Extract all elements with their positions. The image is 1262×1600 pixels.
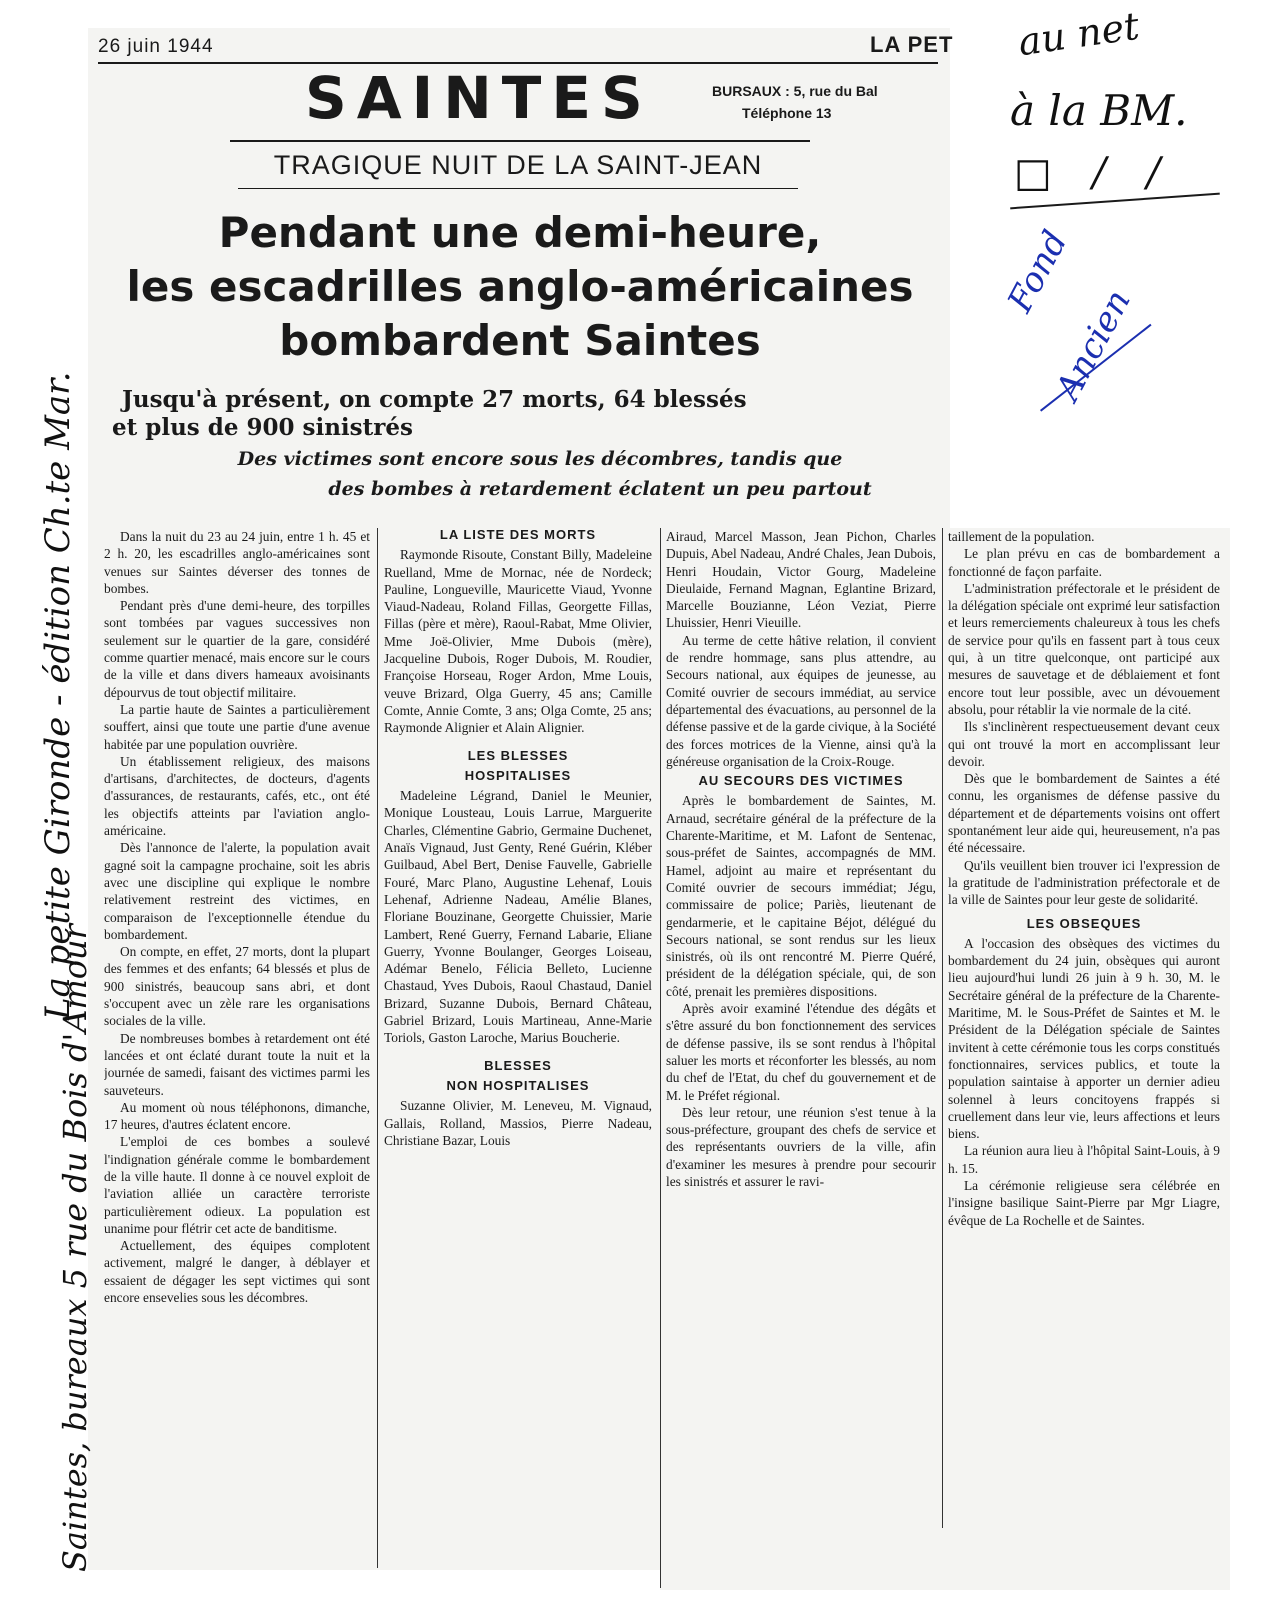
paragraph: Après avoir examiné l'étendue des dégâts et s'être assuré du bon fonctionnement des services de défense passive, ils se sont rendus à l'hôpital saluer les morts et réconforter les blessés, au nom du chef de l'Etat, du chef du gouvernement et de M. le Préfet régional. — [666, 1001, 936, 1103]
paragraph: Après le bombardement de Saintes, M. Arnaud, secrétaire général de la préfecture de la Charente-Maritime, et M. Lafont de Sentenac, sous-préfet de Saintes, accompagnés de MM. Hamel, adjoint au maire et représentant du Comité ouvrier de secours immédiat; Jégu, commissaire de police; Pariès, lieutenant de gendarmerie, et le capitaine Béjot, délégué du Secours national, se sont rendus sur les lieux sinistrés, où ils ont rencontré M. Pierre Quéré, président de la délégation spéciale, qui, de son côté, prenait les premières dispositions. — [666, 793, 936, 999]
bureaux-info — [712, 80, 878, 124]
kicker-rule — [238, 188, 798, 189]
paragraph: La cérémonie religieuse sera célébrée en l'insigne basilique Saint-Pierre par Mgr Liagre, évêque de La Rochelle et de Saintes. — [948, 1177, 1220, 1228]
deck — [200, 444, 880, 504]
handwritten-ancien: Ancien — [1048, 283, 1139, 407]
subheadline-line-1: Jusqu'à présent, on compte 27 morts, 64 blessés — [122, 386, 747, 413]
paragraph: Le plan prévu en cas de bombardement a fonctionné de façon parfaite. — [948, 546, 1220, 579]
handwritten-note-2: à la BM. — [1010, 86, 1188, 135]
paragraph: Airaud, Marcel Masson, Jean Pichon, Charles Dupuis, Abel Nadeau, André Chales, Jean Dubois, Henri Houdain, Victor Gourg, Madeleine Dieulaide, Fernand Magnan, Eglantine Brizard, Marcelle Bouzianne, Léon Veziat, Pierre Lhuissier, Henri Vieuille. — [666, 529, 936, 631]
headline-line-2: les escadrilles anglo-américaines — [126, 262, 914, 311]
deck-line-1: Des victimes sont encore sous les décombres, tandis que — [237, 448, 843, 470]
wounded-subtitle: HOSPITALISES — [464, 767, 572, 783]
paragraph: Raymonde Risoute, Constant Billy, Madeleine Ruelland, Mme de Mornac, née de Nordeck; Pauline, Longueville, Mauricette Viaud, Yvonne Viaud-Nadeau, Roland Fillas, Georgette Fillas, Fillas (père et mère), Raoul-Rabat, Mme Olivier, Mme Joë-Olivier, Mme Dubois (mère), Jacqueline Dubois, Roger Dubois, M. Roudier, Françoise Horseau, Roger Ardon, Mme Louis, veuve Brizard, Olga Guerry, 45 ans; Camille Comte, Annie Comte, 3 ans; Olga Comte, 25 ans; Raymonde Alignier et Alain Alignier. — [384, 547, 652, 736]
subheadline — [112, 386, 747, 442]
paragraph: Suzanne Olivier, M. Leneveu, M. Vignaud, Gallais, Rolland, Massios, Pierre Nadeau, Christiane Bazar, Louis — [384, 1098, 652, 1148]
paragraph: Un établissement religieux, des maisons d'artisans, d'architectes, de docteurs, d'agents d'assurances, de restaurants, cafés, etc., ont été les objectifs atteints par l'aviation anglo-américaine. — [104, 753, 370, 839]
paper-name: LA PET — [870, 32, 954, 57]
minor-wounded-title: BLESSES — [484, 1057, 552, 1073]
headline-line-1: Pendant une demi-heure, — [218, 208, 822, 257]
column-divider — [377, 528, 378, 1568]
wounded-title: LES BLESSES — [467, 747, 569, 763]
paragraph: La partie haute de Saintes a particulièrement souffert, ainsi que toute une partie d'une avenue habitée par une population ouvrière. — [104, 701, 370, 752]
column-2 — [384, 524, 652, 1324]
column-4 — [948, 528, 1220, 1548]
paragraph: Madeleine Légrand, Daniel le Meunier, Monique Lousteau, Louis Larrue, Marguerite Charles, Clémentine Gabrio, Germaine Duchenet, Anaïs Vignaud, Just Genty, René Guérin, Kléber Guilbaud, Abel Bert, Denise Fauvelle, Gabrielle Fouré, Marc Plano, Augustine Lehenaf, Louis Lehenaf, Adrienne Nadeau, Amélie Blanes, Floriane Bouzinane, Georgette Chuissier, Marie Lambert, René Guerry, Fernand Labarie, Eliane Guerry, Yvonne Boulanger, Georges Loiseau, Adémar Benelo, Félicia Belleto, Lucienne Chastaud, Yves Dubois, Raoul Chastaud, Daniel Brizard, Suzanne Dubois, Bernard Château, Gabriel Brizard, Louis Martineau, Anne-Marie Toriols, Gaston Laroche, Marius Boucherie. — [384, 788, 652, 1046]
paragraph: Actuellement, des équipes complotent activement, malgré le danger, à déblayer et essaient de dégager les sept victimes qui sont encore ensevelies sous les décombres. — [104, 1238, 370, 1306]
paragraph: Ils s'inclinèrent respectueusement devant ceux qui ont trouvé la mort en accomplissant leur devoir. — [948, 719, 1220, 769]
masthead-rule — [230, 140, 810, 142]
subheadline-line-2: et plus de 900 sinistrés — [112, 414, 413, 441]
column-divider — [942, 528, 943, 1528]
paragraph: L'administration préfectorale et le président de la délégation spéciale ont exprimé leur satisfaction et leurs remerciements chaleureux à tous les chefs de service pour qu'ils en fassent part à tous ceux qui, à un titre quelconque, ont participé aux mesures de sauvetage et de déblaiement et font encore tout leur possible, avec un dévouement absolu, pour rétablir la vie normale de la cité. — [948, 580, 1220, 717]
paragraph: A l'occasion des obsèques des victimes du bombardement du 24 juin, obsèques qui auront lieu aujourd'hui lundi 26 juin à 9 h. 30, M. le Secrétaire général de la préfecture de la Charente-Maritime, M. le Sous-Préfet de Saintes et M. le Président de la Délégation spéciale de Saintes invitent à cette cérémonie tous les corps constitués fonctionnaires, services publics, et toute la population saintaise à apporter un dernier adieu solennel à leurs concitoyens frappés si cruellement dans leur vie, leurs affections et leurs biens. — [948, 935, 1220, 1142]
paragraph: Pendant près d'une demi-heure, des torpilles sont tombées par vagues successives non seulement sur le quartier de la gare, considéré comme quartier menacé, mais encore sur le cours de la ville et dans divers hameaux avoisinants dépourvus de tout objectif militaire. — [104, 598, 370, 700]
handwritten-fond: Fond — [1000, 224, 1076, 319]
handwritten-address: Saintes, bureaux 5 rue du Bois d'Amour — [56, 924, 94, 1572]
headline — [100, 206, 940, 368]
deck-line-2: des bombes à retardement éclatent un peu partout — [328, 478, 872, 500]
handwritten-note-1: au net — [1015, 3, 1142, 65]
paragraph: Au moment où nous téléphonons, dimanche, 17 heures, d'autres éclatent encore. — [104, 1099, 370, 1133]
telephone: Téléphone 13 — [742, 105, 832, 121]
column-3 — [666, 528, 936, 1588]
paragraph: L'emploi de ces bombes a soulevé l'indignation générale comme le bombardement de la ville haute. Il donne à ce nouvel exploit de l'aviation alliée un caractère terroriste particulièrement odieux. La population est unanime pour flétrir cet acte de banditisme. — [104, 1134, 370, 1236]
paragraph: Dans la nuit du 23 au 24 juin, entre 1 h. 45 et 2 h. 20, les escadrilles anglo-américaines sont venues sur Saintes déverser des tonnes de bombes. — [104, 529, 370, 596]
handwritten-note-3: □ / / — [1014, 150, 1175, 196]
paragraph: Au terme de cette hâtive relation, il convient de rendre hommage, sans plus attendre, au Secours national, aux équipes de jeunesse, au Comité ouvrier de secours immédiat, au service départemental des évacuations, au personnel de la défense passive et de la garde civique, à la Société des forces motrices de la Vienne, ainsi qu'à la généreuse organisation de la Croix-Rouge. — [666, 632, 936, 769]
paragraph: Qu'ils veuillent bien trouver ici l'expression de la gratitude de l'administration préfectorale et de la ville de Saintes pour leur geste de solidarité. — [948, 857, 1220, 908]
column-divider — [660, 528, 661, 1588]
paragraph: Dès l'annonce de l'alerte, la population avait gagné soit la campagne prochaine, soit les abris avec une discipline qui explique le nombre relativement restreint des victimes, en comparaison de l'exceptionnelle étendue du bombardement. — [104, 840, 370, 942]
dateline: 26 juin 1944 — [98, 36, 214, 57]
section-masthead: SAINTES — [305, 64, 653, 132]
headline-line-3: bombardent Saintes — [279, 316, 761, 365]
paragraph: Dès leur retour, une réunion s'est tenue à la sous-préfecture, groupant des chefs de service et des représentants ouvriers de la ville, afin d'examiner les mesures à prendre pour secourir les sinistrés et assurer le ravi- — [666, 1104, 936, 1189]
handwritten-source: La petite Gironde - édition Ch.te Mar. — [38, 371, 78, 1020]
column-1 — [104, 528, 370, 1568]
paragraph: On compte, en effet, 27 morts, dont la plupart des femmes et des enfants; 64 blessés et plus de 900 sinistrés, beaucoup sans abri, et dont s'occupent avec un zèle rare les organisations sociales de la ville. — [104, 944, 370, 1029]
funeral-title: LES OBSEQUES — [1026, 915, 1142, 931]
paragraph: taillement de la population. — [948, 529, 1095, 544]
relief-title: AU SECOURS DES VICTIMES — [698, 773, 904, 789]
bureaux-address: BURSAUX : 5, rue du Bal — [712, 83, 878, 99]
list-of-dead-title: LA LISTE DES MORTS — [439, 527, 597, 542]
paragraph: La réunion aura lieu à l'hôpital Saint-Louis, à 9 h. 15. — [948, 1143, 1220, 1176]
kicker: TRAGIQUE NUIT DE LA SAINT-JEAN — [273, 150, 763, 180]
minor-wounded-subtitle: NON HOSPITALISES — [446, 1077, 590, 1093]
paragraph: Dès que le bombardement de Saintes a été connu, les organismes de défense passive du département et de départements voisins ont offert spontanément leur aide qui, heureusement, n'a pas été nécessaire. — [948, 771, 1220, 856]
paragraph: De nombreuses bombes à retardement ont été lancées et ont éclaté durant toute la nuit et la journée de samedi, faisant des victimes parmi les sauveteurs. — [104, 1030, 370, 1098]
